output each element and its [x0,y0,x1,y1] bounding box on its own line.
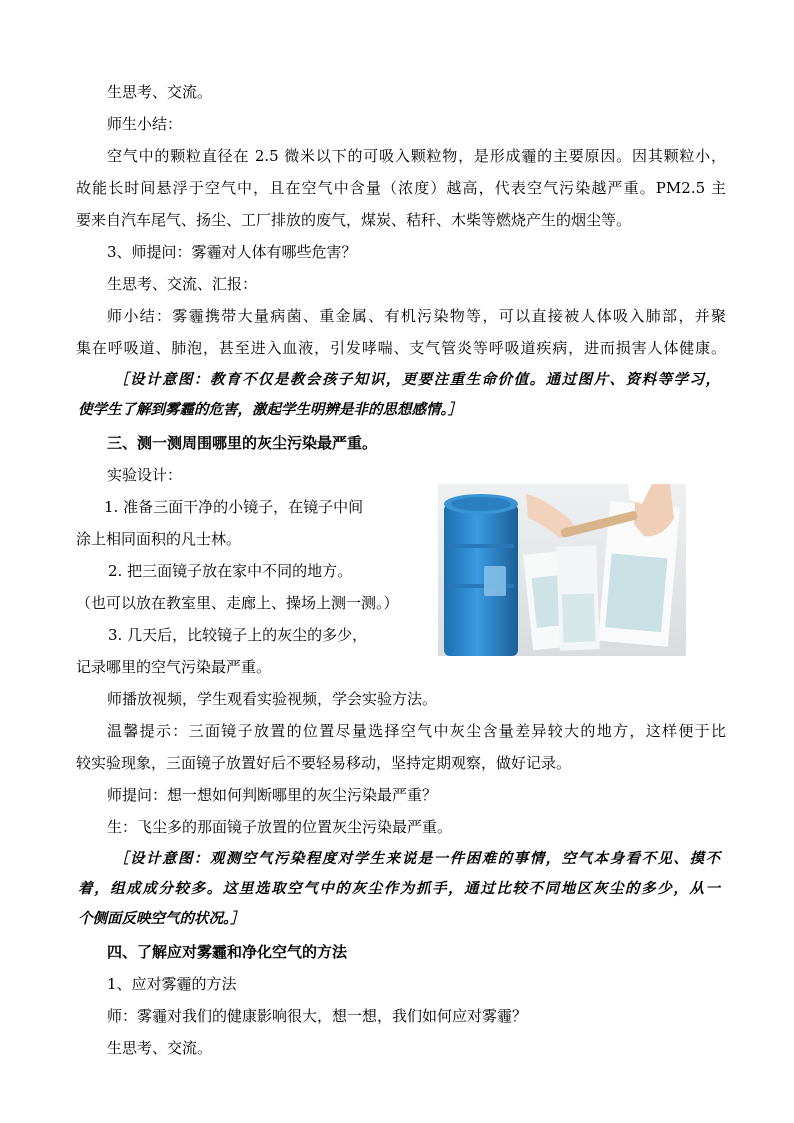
list-item: 涂上相同面积的凡士林。 [76,530,242,548]
paragraph-line: 故能长时间悬浮于空气中，且在空气中含量（浓度）越高，代表空气污染越严重。PM2.5 主 [76,179,726,197]
paragraph-line: 生思考、交流、汇报： [107,275,258,293]
design-intent-note: ［设计意图：教育不仅是教会孩子知识，更要注重生命价值。通过图片、资料等学习， [114,372,720,388]
list-item: 记录哪里的空气污染最严重。 [76,658,272,676]
paragraph-line: 温馨提示：三面镜子放置的位置尽量选择空气中灰尘含量差异较大的地方，这样便于比 [107,722,726,740]
subheading: 1、应对雾霾的方法 [107,975,237,993]
design-intent-note: 个侧面反映空气的状况。］ [78,911,245,927]
experiment-photo-illustration [438,484,686,656]
paragraph-line: 师：雾霾对我们的健康影响很大，想一想，我们如何应对雾霾？ [107,1007,528,1025]
section-heading: 三、测一测周围哪里的灰尘污染最严重。 [107,434,378,452]
list-item: 1. 准备三面干净的小镜子，在镜子中间 [104,498,364,516]
paragraph-line: 集在呼吸道、肺泡，甚至进入血液，引发哮喘、支气管炎等呼吸道疾病，进而损害人体健康。 [76,339,726,357]
design-intent-note: ［设计意图：观测空气污染程度对学生来说是一件困难的事情，空气本身看不见、摸不 [114,851,720,867]
list-item: （也可以放在教室里、走廊上、操场上测一测。） [76,594,399,612]
paragraph-line: 师生小结： [107,115,183,133]
paragraph-line: 生：飞尘多的那面镜子放置的位置灰尘污染最严重。 [107,818,453,836]
list-item: 3. 几天后，比较镜子上的灰尘的多少， [108,626,368,644]
question-line: 师提问：想一想如何判断哪里的灰尘污染最严重？ [107,786,438,804]
paragraph-line: 生思考、交流。 [107,83,213,101]
list-item: 2. 把三面镜子放在家中不同的地方。 [108,562,353,580]
blue-jar [444,494,518,656]
paragraph-line: 师播放视频，学生观看实验视频，学会实验方法。 [107,690,438,708]
mirror-middle [556,545,600,650]
paragraph-line: 空气中的颗粒直径在 2.5 微米以下的可吸入颗粒物，是形成霾的主要原因。因其颗粒小， [107,147,726,165]
experiment-photo [438,484,686,656]
paragraph-line: 生思考、交流。 [107,1039,213,1057]
paragraph-line: 实验设计： [107,466,183,484]
design-intent-note: 使学生了解到雾霾的危害，激起学生明辨是非的思想感情。］ [78,402,463,418]
question-line: 3、师提问：雾霾对人体有哪些危害？ [107,243,357,261]
paragraph-line: 要来自汽车尾气、扬尘、工厂排放的废气，煤炭、秸秆、木柴等燃烧产生的烟尘等。 [76,211,632,229]
paragraph-line: 较实验现象，三面镜子放置好后不要轻易移动，坚持定期观察，做好记录。 [76,754,572,772]
paragraph-line: 师小结：雾霾携带大量病菌、重金属、有机污染物等，可以直接被人体吸入肺部，并聚 [107,307,726,325]
section-heading: 四、了解应对雾霾和净化空气的方法 [107,943,348,961]
design-intent-note: 着，组成成分较多。这里选取空气中的灰尘作为抓手，通过比较不同地区灰尘的多少，从一 [78,881,720,897]
